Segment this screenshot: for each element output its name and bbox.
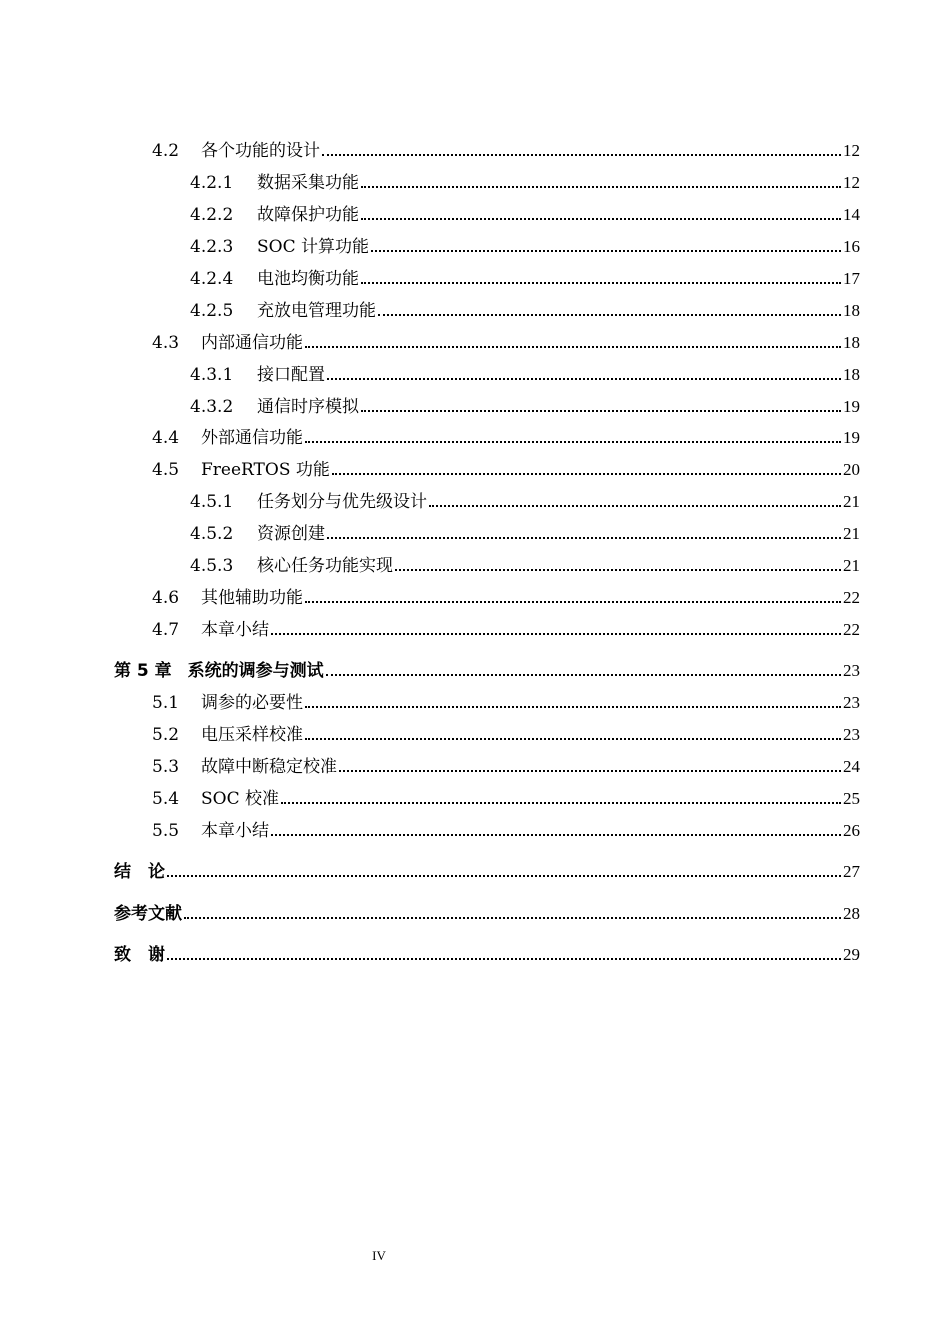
- toc-number: 4.7: [152, 620, 180, 640]
- toc-number: 4.2.5: [190, 301, 234, 321]
- toc-page-number: 23: [843, 693, 860, 712]
- dot-leader: [271, 834, 841, 836]
- dot-leader: [305, 738, 841, 740]
- toc-chapter-number: 第 5 章: [114, 661, 172, 681]
- toc-chapter-entry[interactable]: [114, 657, 860, 681]
- toc-number: 4.3.1: [190, 365, 234, 385]
- dot-leader: [332, 473, 841, 475]
- toc-entry[interactable]: [152, 424, 860, 448]
- toc-number: 5.5: [152, 821, 180, 841]
- toc-page-number: 18: [843, 301, 860, 320]
- toc-number: 4.5.2: [190, 524, 234, 544]
- toc-number: 4.3.2: [190, 397, 234, 417]
- toc-page-number: 21: [843, 556, 860, 575]
- dot-leader: [184, 917, 841, 919]
- toc-entry[interactable]: [190, 201, 860, 225]
- toc-title: 充放电管理功能: [257, 301, 376, 321]
- toc-title: 故障中断稳定校准: [201, 757, 337, 777]
- toc-title: FreeRTOS 功能: [201, 460, 330, 480]
- toc-entry[interactable]: [190, 488, 860, 512]
- toc-entry[interactable]: [190, 169, 860, 193]
- toc-page-number: 23: [843, 725, 860, 744]
- toc-page-number: 17: [843, 269, 860, 288]
- toc-number: 4.2.2: [190, 205, 234, 225]
- toc-title: 系统的调参与测试: [187, 661, 324, 681]
- toc-number: 5.3: [152, 757, 180, 777]
- toc-entry[interactable]: [152, 721, 860, 745]
- toc-title: 通信时序模拟: [257, 397, 359, 417]
- toc-page-number: 12: [843, 141, 860, 160]
- toc-number: 4.2.4: [190, 269, 234, 289]
- toc-entry[interactable]: [152, 329, 860, 353]
- dot-leader: [429, 505, 841, 507]
- page-footer-number: IV: [372, 1248, 386, 1263]
- dot-leader: [305, 601, 841, 603]
- toc-page-number: 18: [843, 333, 860, 352]
- toc-title: 故障保护功能: [257, 205, 359, 225]
- toc-chapter-entry[interactable]: [114, 858, 860, 882]
- toc-chapter-entry[interactable]: [114, 941, 860, 965]
- toc-title: 核心任务功能实现: [257, 556, 393, 576]
- toc-entry[interactable]: [152, 753, 860, 777]
- toc-entry[interactable]: [152, 456, 860, 480]
- toc-title: 致 谢: [114, 945, 165, 965]
- toc-title: 接口配置: [257, 365, 325, 385]
- toc-title: 资源创建: [257, 524, 325, 544]
- toc-title: 参考文献: [114, 904, 182, 924]
- toc-title: 数据采集功能: [257, 173, 359, 193]
- toc-title: 结 论: [114, 862, 165, 882]
- toc-entry[interactable]: [190, 297, 860, 321]
- dot-leader: [361, 186, 841, 188]
- toc-page-number: 18: [843, 365, 860, 384]
- toc-number: 5.2: [152, 725, 180, 745]
- toc-title: 任务划分与优先级设计: [257, 492, 427, 512]
- toc-title: 内部通信功能: [201, 333, 303, 353]
- toc-title: 调参的必要性: [201, 693, 303, 713]
- toc-number: 5.4: [152, 789, 180, 809]
- toc-entry[interactable]: [190, 265, 860, 289]
- dot-leader: [305, 706, 841, 708]
- toc-entry[interactable]: [190, 361, 860, 385]
- toc-page-number: 19: [843, 428, 860, 447]
- toc-number: 4.4: [152, 428, 180, 448]
- dot-leader: [167, 958, 841, 960]
- dot-leader: [395, 569, 841, 571]
- toc-entry[interactable]: [152, 584, 860, 608]
- toc-page-number: 16: [843, 237, 860, 256]
- toc-number: 4.5.1: [190, 492, 234, 512]
- toc-number: 4.2.3: [190, 237, 234, 257]
- toc-page-number: 22: [843, 588, 860, 607]
- toc-page-number: 21: [843, 524, 860, 543]
- toc-page-number: 22: [843, 620, 860, 639]
- toc-title: 各个功能的设计: [201, 141, 320, 161]
- dot-leader: [371, 250, 841, 252]
- toc-page-number: 20: [843, 460, 860, 479]
- dot-leader: [327, 378, 841, 380]
- dot-leader: [167, 875, 841, 877]
- toc-number: 5.1: [152, 693, 180, 713]
- toc-number: 4.5: [152, 460, 180, 480]
- toc-page-number: 12: [843, 173, 860, 192]
- dot-leader: [327, 537, 841, 539]
- toc-page-number: 14: [843, 205, 860, 224]
- dot-leader: [361, 410, 841, 412]
- dot-leader: [339, 770, 841, 772]
- toc-entry[interactable]: [152, 616, 860, 640]
- toc-page-number: 23: [843, 661, 860, 680]
- toc-page-number: 21: [843, 492, 860, 511]
- dot-leader: [281, 802, 841, 804]
- toc-entry[interactable]: [152, 689, 860, 713]
- dot-leader: [322, 154, 841, 156]
- toc-page-number: 29: [843, 945, 860, 964]
- toc-number: 4.2: [152, 141, 180, 161]
- toc-title: SOC 计算功能: [257, 237, 369, 257]
- toc-page-number: 19: [843, 397, 860, 416]
- toc-page-number: 24: [843, 757, 860, 776]
- dot-leader: [305, 346, 841, 348]
- toc-title: 本章小结: [201, 821, 269, 841]
- toc-page-number: 25: [843, 789, 860, 808]
- toc-entry[interactable]: [190, 552, 860, 576]
- toc-title: 电压采样校准: [201, 725, 303, 745]
- dot-leader: [271, 633, 841, 635]
- toc-title: SOC 校准: [201, 789, 279, 809]
- toc-number: 4.3: [152, 333, 180, 353]
- toc-page-number: 27: [843, 862, 860, 881]
- toc-entry[interactable]: [190, 520, 860, 544]
- toc-title: 电池均衡功能: [257, 269, 359, 289]
- dot-leader: [305, 441, 841, 443]
- toc-number: 4.6: [152, 588, 180, 608]
- toc-number: 4.5.3: [190, 556, 234, 576]
- toc-page-number: 26: [843, 821, 860, 840]
- toc-entry[interactable]: [152, 785, 860, 809]
- toc-entry[interactable]: [190, 233, 860, 257]
- toc-page-number: 28: [843, 904, 860, 923]
- toc-number: 4.2.1: [190, 173, 234, 193]
- dot-leader: [361, 218, 841, 220]
- toc-title: 其他辅助功能: [201, 588, 303, 608]
- toc-entry[interactable]: [152, 137, 860, 161]
- toc-title: 本章小结: [201, 620, 269, 640]
- toc-entry[interactable]: [152, 817, 860, 841]
- toc-chapter-entry[interactable]: [114, 900, 860, 924]
- toc-entry[interactable]: [190, 393, 860, 417]
- dot-leader: [361, 282, 841, 284]
- dot-leader: [326, 674, 841, 676]
- toc-title: 外部通信功能: [201, 428, 303, 448]
- dot-leader: [378, 314, 841, 316]
